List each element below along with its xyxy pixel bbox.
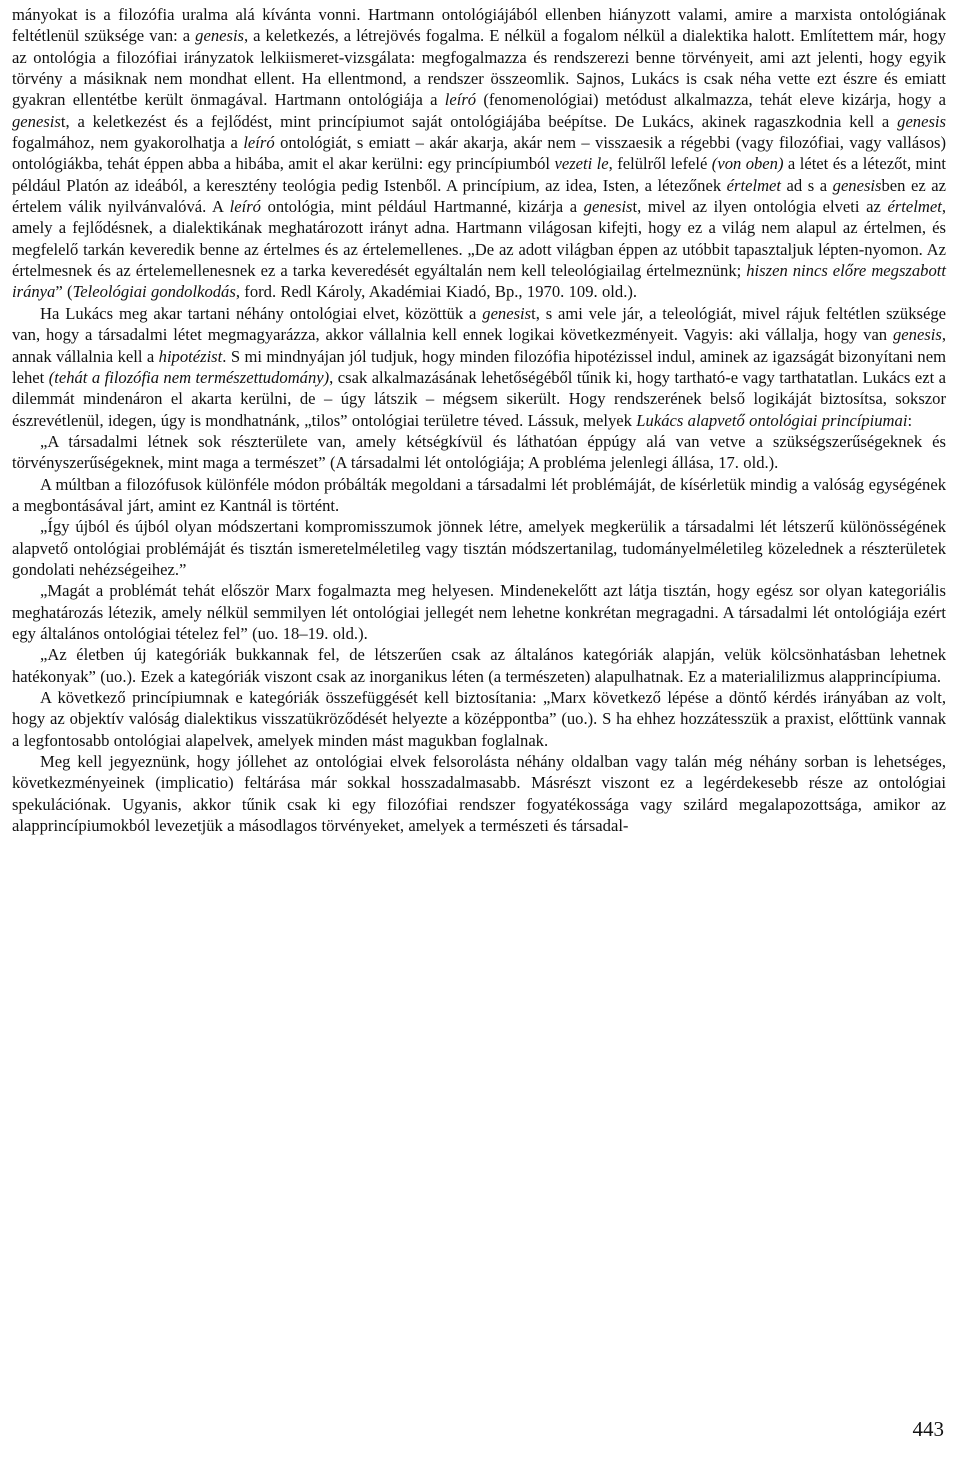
text-run: , a keletkezés, a létrejövés fogalma. E nélkül a fogalom nélkül a dialektika halott. Említettem már, hogy az ontológia a filozófiai irányzatok lelkiismeret-vizsgálata: megfogalmazza és rendszerezi benne törvényeit, ami azt jelenti, hogy egyik törvény a másiknak nem mondhat ellent. Ha ellentmond, a rendszer összeomlik. Sajnos, Lukács is csak néha vette ezt észre és emiatt gyakran ellentétbe került önmagával. Hartmann ontológiája a xyxy=(12,26,947,110)
emphasized-text: hiszen nincs előre megszabott iránya xyxy=(12,261,946,302)
text-run: A múltban a filozófusok különféle módon próbálták megoldani a társadalmi lét problémáját, de kísérletük mindig a valóság egységének a megbontásával járt, amint ez Kantnál is történt. xyxy=(12,474,946,515)
text-run: ” ( xyxy=(55,282,73,302)
body-paragraph xyxy=(12,4,946,303)
text-run: Meg kell jegyeznünk, hogy jóllehet az ontológiai elvek felsorolásta néhány oldalban vagy talán még néhány sorban is lehetséges, következményeinek (implicatio) feltárása már sokkal hosszadalmasabb. Másrészt viszont ez a legérdekesebb része az ontológiai spekulációnak. Ugyanis, akkor tűnik csak ki egy filozófiai rendszer fogyatékossága vagy szilárd megalapozottsága, amikor az alapprincípiumokból levezetjük a másodlagos törvényeket, amelyek a természeti és társadal- xyxy=(12,752,946,836)
emphasized-text: genesis xyxy=(482,303,532,323)
emphasized-text: leíró xyxy=(444,90,477,110)
text-run: ontológiát, s emiatt – akár akarja, akár nem – visszaesik a régebbi (vagy filozófiai, vagy vallásos) ontológiákba, tehát éppen abba a hibába, amit el akar kerülni: egy princípiumból xyxy=(12,133,946,174)
text-run: (fenomenológiai) metódust alkalmazza, tehát eleve kizárja, hogy a xyxy=(476,90,946,110)
body-paragraph xyxy=(12,751,946,836)
body-paragraph xyxy=(12,580,946,644)
text-run: t, s ami vele jár, a teleológiát, mivel rájuk feltétlen szüksége van, hogy a társadalmi létet megmagyarázza, akkor vállalnia kell ennek logikai következményeit. Vagyis: aki vállalja, hogy van xyxy=(12,303,946,345)
text-run: fogalmához, nem gyakorolhatja a xyxy=(12,133,244,153)
text-run: mányokat is a filozófia uralma alá kívánta vonni. Hartmann ontológiájából ellenben hiányzott valami, amire a marxista ontológiának feltétlenül szüksége van: a xyxy=(12,5,946,46)
emphasized-text: hipotézist xyxy=(158,346,223,366)
text-run: : xyxy=(907,410,913,430)
body-paragraph xyxy=(12,687,946,751)
text-run: ontológia, mint például Hartmanné, kizárja a xyxy=(260,197,584,217)
text-run: „Így újból és újból olyan módszertani kompromisszumok jönnek létre, amelyek megkerülik a társadalmi lét létszerű különösségének alapvető ontológiai problémáját és tisztán ismeretelméletileg vagy tisztán módszertanilag, tudományelméletileg közelednek a részterületek gondolati nehézségeihez.” xyxy=(12,517,946,579)
body-paragraph xyxy=(12,474,946,517)
text-run: . S mi mindnyájan jól tudjuk, hogy minden filozófia hipotézissel indul, aminek az igazságát bizonyítani nem lehet xyxy=(12,346,946,387)
body-paragraph xyxy=(12,303,946,431)
emphasized-text: értelmet xyxy=(887,197,942,217)
emphasized-text: (tehát a filozófia nem természettudomány) xyxy=(48,367,330,387)
text-run: „Magát a problémát tehát először Marx fogalmazta meg helyesen. Mindenekelőtt azt látja tisztán, hogy egész sor olyan kategoriális meghatározás létezik, amely nélkül semmilyen lét ontológiai jellegét nem lehetne konkrétan megragadni. A társadalmi lét ontológiája ezért egy általános ontológiai tételez fel” (uo. 18–19. old.). xyxy=(12,581,946,643)
emphasized-text: (von oben) xyxy=(711,154,784,174)
emphasized-text: leíró xyxy=(229,197,261,217)
emphasized-text: genesis xyxy=(583,197,633,217)
emphasized-text: genesis xyxy=(12,111,61,131)
emphasized-text: genesis xyxy=(892,325,942,345)
text-run: t, mivel az ilyen ontológia elveti az xyxy=(632,197,888,217)
emphasized-text: leíró xyxy=(243,133,275,153)
text-run: a létet és a létezőt, mint például Platón az ideából, a keresztény teológia pedig Istenből. A princípium, az idea, Isten, a létezőnek xyxy=(12,154,946,195)
body-paragraph xyxy=(12,644,946,687)
text-run: , amely a fejlődésnek, a dialektikának meghatározott irányt adna. Hartmann világosan kifejti, hogy ez a világ nem alapul az értelmen, és megfelelő tarkán keveredik benne az értelmes és az értelemellenes. „De az adott világban éppen az utóbbit tapasztaljuk lépten-nyomon. Az értelmesnek és az értelemellenesnek ez a tarka keveredését egyáltalán nem kell teleológiailag értelmeznünk; xyxy=(12,197,946,281)
text-run: ad s a xyxy=(781,175,833,195)
text-run: , annak vállalnia kell a xyxy=(12,325,946,366)
text-run: , felülről lefelé xyxy=(608,154,712,174)
text-run: A következő princípiumnak e kategóriák összefüggését kell biztosítania: „Marx következő lépése a döntő kérdés irányában az volt, hogy az objektív valóság dialektikus visszatükröződését helyezte a középpontba” (uo.). S ha ehhez hozzátesszük a praxist, előttünk vannak a legfontosabb ontológiai alapelvek, amelyek minden mást magukban foglalnak. xyxy=(12,688,946,750)
page-number: 443 xyxy=(912,1417,944,1441)
emphasized-text: vezeti le xyxy=(554,154,609,174)
emphasized-text: Lukács alapvető ontológiai princípiumai xyxy=(636,410,908,430)
emphasized-text: genesis xyxy=(897,111,946,131)
emphasized-text: genesis xyxy=(195,26,245,46)
document-page xyxy=(12,4,946,836)
text-run: , csak alkalmazásának lehetőségéből tűnik ki, hogy tartható-e vagy tarthatatlan. Lukács ezt a dilemmát mindenáron el akarta kerülni, de – úgy látszik – mégsem sikerült. Hogy rendszerének belső logikáját biztosítsa, sokszor észrevétlenül, idegen, úgy is mondhatnánk, „tilos” ontológiai területre téved. Lássuk, melyek xyxy=(12,367,946,430)
emphasized-text: Teleológiai gondolkodás xyxy=(72,282,236,302)
body-paragraph xyxy=(12,516,946,580)
text-run: t, a keletkezést és a fejlődést, mint princípiumot saját ontológiájába beépítse. De Lukács, akinek ragaszkodnia kell a xyxy=(60,111,898,131)
emphasized-text: genesis xyxy=(832,175,882,195)
text-run: „Az életben új kategóriák bukkannak fel, de létszerűen csak az általános kategóriák alapján, velük kölcsönhatásban lehetnek hatékonyak” (uo.). Ezek a kategóriák viszont csak az inorganikus léten (a természeten) alapulhatnak. Ez a materialilizmus alapprincípiuma. xyxy=(12,645,946,686)
body-paragraph xyxy=(12,431,946,474)
text-run: , ford. Redl Károly, Akadémiai Kiadó, Bp., 1970. 109. old.). xyxy=(235,282,638,302)
text-run: Ha Lukács meg akar tartani néhány ontológiai elvet, közöttük a xyxy=(40,303,483,323)
text-run: ben ez az értelem válik nyilvánvalóvá. A xyxy=(12,175,946,217)
text-run: „A társadalmi létnek sok részterülete van, amely kétségkívül és láthatóan éppúgy alá van vetve a szükségszerűségeknek és törvényszerűségeknek, mint maga a természet” (A társadalmi lét ontológiája; A probléma jelenlegi állása, 17. old.). xyxy=(12,431,946,473)
emphasized-text: értelmet xyxy=(726,175,782,195)
